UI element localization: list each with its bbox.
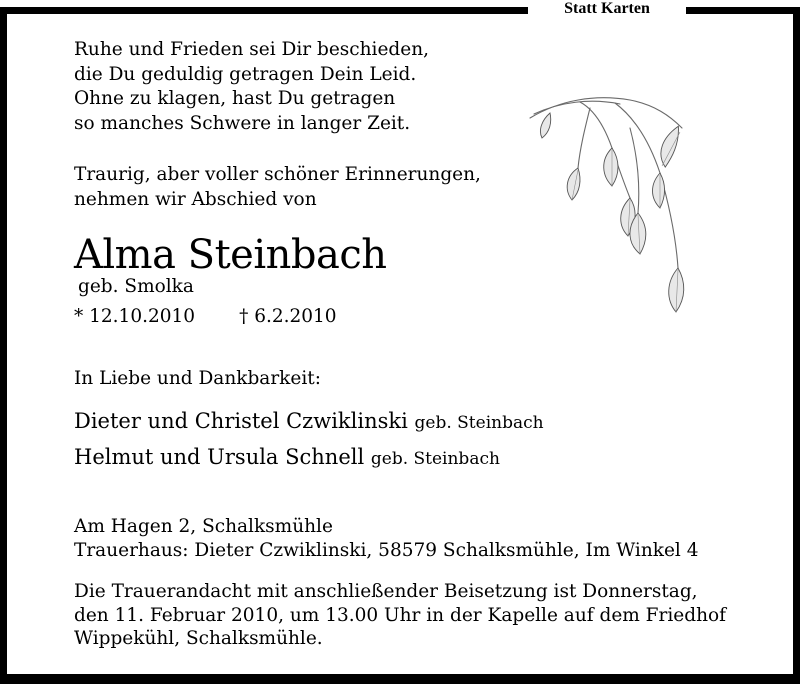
service-line: Wippekühl, Schalksmühle. [74, 628, 323, 649]
birch-branch-icon [520, 88, 735, 343]
poem-line: Ruhe und Frieden sei Dir beschieden, [74, 39, 429, 60]
border-right [793, 7, 800, 684]
intro-line: Traurig, aber voller schöner Erinnerungen, [74, 164, 481, 185]
death-date: † 6.2.2010 [239, 306, 337, 327]
address-block [74, 515, 699, 563]
birth-date: * 12.10.2010 [74, 306, 196, 327]
poem-line: die Du geduldig getragen Dein Leid. [74, 63, 417, 85]
statt-karten-label: Statt Karten [564, 0, 650, 17]
mourner-names: Helmut und Ursula Schnell [74, 445, 365, 469]
life-dates [74, 302, 337, 332]
closing-line: In Liebe und Dankbarkeit: [74, 368, 321, 389]
border-left [0, 7, 7, 684]
poem-line: Ohne zu klagen, hast Du getragen [74, 88, 396, 109]
intro-text [74, 163, 481, 212]
deceased-name: Alma Steinbach [74, 232, 387, 278]
border-bottom [0, 674, 800, 684]
mourners [74, 404, 544, 476]
service-line: Die Trauerandacht mit anschließender Beisetzung ist Donnerstag, [74, 581, 698, 602]
poem [74, 38, 429, 136]
address-line: Trauerhaus: Dieter Czwiklinski, 58579 Schalksmühle, Im Winkel 4 [74, 540, 699, 561]
address-line: Am Hagen 2, Schalksmühle [74, 516, 333, 537]
border-top-left [0, 7, 528, 14]
intro-line: nehmen wir Abschied von [74, 188, 317, 210]
poem-line: so manches Schwere in langer Zeit. [74, 112, 411, 134]
service-line: den 11. Februar 2010, um 13.00 Uhr in der Kapelle auf dem Friedhof [74, 604, 726, 626]
mourner-note: geb. Steinbach [370, 449, 500, 469]
border-top-right [686, 7, 800, 14]
service-info [74, 580, 726, 651]
mourner-line [74, 404, 544, 440]
mourner-line [74, 440, 544, 476]
mourner-names: Dieter und Christel Czwiklinski [74, 409, 408, 433]
birth-name: geb. Smolka [78, 276, 194, 297]
mourner-note: geb. Steinbach [414, 413, 544, 433]
